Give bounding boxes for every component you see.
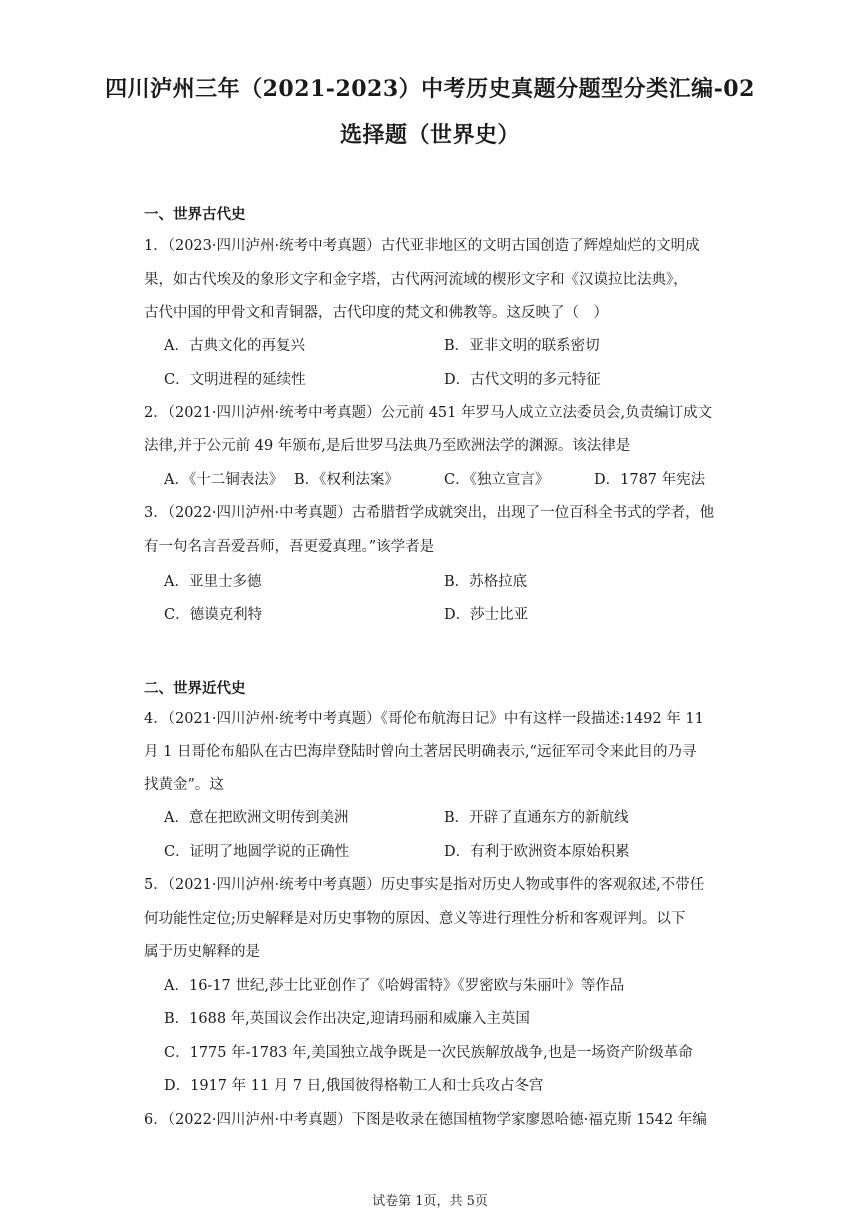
q5-option-b: B．1688 年,英国议会作出决定,迎请玛丽和威廉入主英国 [164, 1011, 530, 1027]
q4-text-line: 4．（2021·四川泸州·统考中考真题）《哥伦布航海日记》中有这样一段描述:1492 年 11 [144, 711, 704, 727]
q4-option-b: B．开辟了直通东方的新航线 [444, 810, 629, 826]
q1-text-line: 果，如古代埃及的象形文字和金字塔，古代两河流域的楔形文字和《汉谟拉比法典》， [144, 272, 688, 288]
q4-option-a: A．意在把欧洲文明传到美洲 [164, 810, 349, 826]
q4-text-line: 找黄金”。这 [144, 777, 224, 793]
q2-text-line: 法律,并于公元前 49 年颁布,是后世罗马法典乃至欧洲法学的渊源。该法律是 [144, 438, 631, 454]
q1-option-b: B．亚非文明的联系密切 [444, 338, 600, 354]
q1-option-a: A．古典文化的再复兴 [164, 338, 305, 354]
q4-option-d: D．有利于欧洲资本原始积累 [444, 844, 630, 860]
section-heading-ancient: 一、世界古代史 [144, 206, 246, 223]
section-heading-modern: 二、世界近代史 [144, 680, 246, 697]
q3-text-line: 有一句名言吾爱吾师，吾更爱真理。”该学者是 [144, 539, 435, 555]
q5-text-line: 属于历史解释的是 [144, 944, 260, 960]
q1-text-line: 1．（2023·四川泸州·统考中考真题）古代亚非地区的文明古国创造了辉煌灿烂的文明成 [144, 238, 700, 254]
page-footer: 试卷第 1页，共 5页 [372, 1194, 488, 1209]
q4-option-c: C．证明了地圆学说的正确性 [164, 844, 350, 860]
q2-option-d: D．1787 年宪法 [594, 472, 706, 488]
q5-text-line: 何功能性定位;历史解释是对历史事物的原因、意义等进行理性分析和客观评判。以下 [144, 911, 686, 927]
q4-text-line: 月 1 日哥伦布船队在古巴海岸登陆时曾向土著居民明确表示,“远征军司令来此目的乃寻 [144, 744, 697, 760]
q3-option-d: D．莎士比亚 [444, 607, 529, 623]
document-title-line1: 四川泸州三年（2021-2023）中考历史真题分题型分类汇编-02 [105, 76, 755, 102]
q1-option-c: C．文明进程的延续性 [164, 372, 306, 388]
q2-text-line: 2．（2021·四川泸州·统考中考真题）公元前 451 年罗马人成立立法委员会,负责编订成文 [144, 405, 713, 421]
q5-option-a: A．16-17 世纪,莎士比亚创作了《哈姆雷特》《罗密欧与朱丽叶》等作品 [164, 978, 625, 994]
q2-option-a: A．《十二铜表法》 [164, 472, 284, 488]
q2-option-c: C．《独立宣言》 [444, 472, 550, 488]
q1-option-d: D．古代文明的多元特征 [444, 372, 601, 388]
q3-option-b: B．苏格拉底 [444, 574, 528, 590]
q6-text-line: 6．（2022·四川泸州·中考真题）下图是收录在德国植物学家廖恩哈德·福克斯 1542 年编 [144, 1112, 707, 1128]
q2-option-b: B．《权利法案》 [294, 472, 399, 488]
q3-text-line: 3．（2022·四川泸州·中考真题）古希腊哲学成就突出，出现了一位百科全书式的学者，他 [144, 505, 715, 521]
document-title-line2: 选择题（世界史） [339, 122, 520, 148]
q1-text-line: 古代中国的甲骨文和青铜器，古代印度的梵文和佛教等。这反映了（ ） [144, 305, 608, 321]
q3-option-c: C．德谟克利特 [164, 607, 263, 623]
q3-option-a: A．亚里士多德 [164, 574, 262, 590]
q5-option-c: C．1775 年-1783 年,美国独立战争既是一次民族解放战争,也是一场资产阶级革命 [164, 1045, 693, 1061]
q5-text-line: 5．（2021·四川泸州·统考中考真题）历史事实是指对历史人物或事件的客观叙述,不带任 [144, 877, 705, 893]
q5-option-d: D．1917 年 11 月 7 日,俄国彼得格勒工人和士兵攻占冬宫 [164, 1078, 544, 1094]
